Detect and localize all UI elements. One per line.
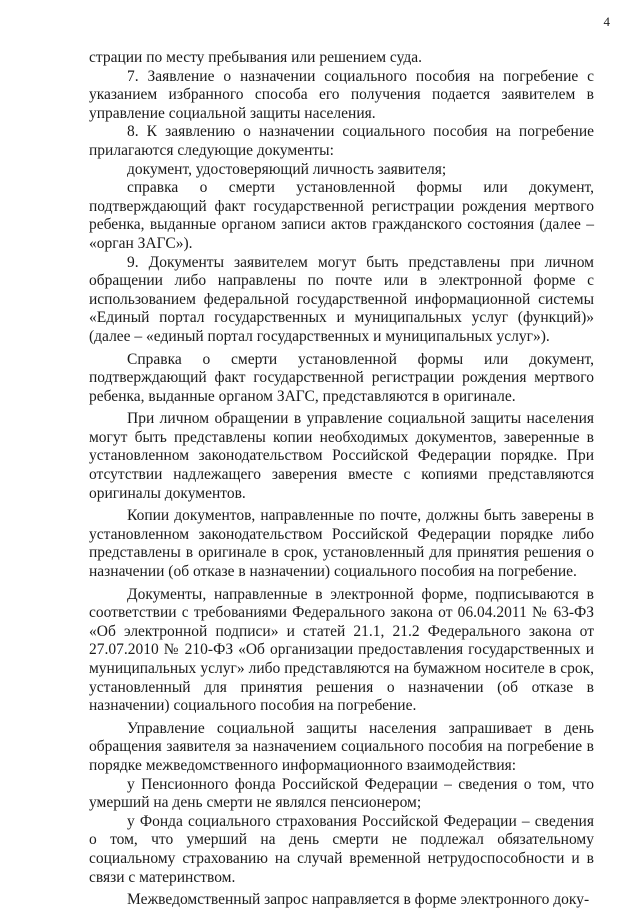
paragraph-personal-visit: При личном обращении в управление социальной защиты населения могут быть представлены копии необходимых документов, заверенные в установленном законодательством Российской Федерации порядке. При отсутствии надлежащего заверения вместе с копиями представляются оригиналы документов. [89,410,594,502]
paragraph-doc-death-certificate: справка о смерти установленной формы или документ, подтверждающий факт государственной регистрации рождения мертвого ребенка, выданные органом записи актов гражданского состояния (далее – «орган ЗАГС»). [89,179,594,252]
paragraph-item-9: 9. Документы заявителем могут быть представлены при личном обращении либо направлены по почте или в электронной форме с использованием федеральной государственной информационной системы «Единый портал государственных и муниципальных услуг (функций)» (далее – «единый портал государственных и муниципальных услуг»). [89,253,594,345]
document-body [89,49,594,910]
paragraph-originals: Справка о смерти установленной формы или документ, подтверждающий факт государственной регистрации рождения мертвого ребенка, выданные органом ЗАГС, представляются в оригинале. [89,350,594,405]
paragraph-pension-fund: у Пенсионного фонда Российской Федерации – сведения о том, что умерший на день смерти не являлся пенсионером; [89,775,594,812]
paragraph-interagency-request: Управление социальной защиты населения запрашивает в день обращения заявителя за назначением социального пособия на погребение в порядке межведомственного информационного взаимодействия: [89,719,594,774]
page-number: 4 [603,14,610,29]
paragraph-electronic-docs: Документы, направленные в электронной форме, подписываются в соответствии с требованиями Федерального закона от 06.04.2011 № 63-ФЗ «Об электронной подписи» и статей 21.1, 21.2 Федерального закона от 27.07.2010 № 210-ФЗ «Об организации предоставления государственных и муниципальных услуг» либо представляются на бумажном носителе в срок, установленный для принятия решения о назначении (об отказе в назначении) социального пособия на погребение. [89,585,594,715]
paragraph-postal-copies: Копии документов, направленные по почте, должны быть заверены в установленном законодательством Российской Федерации порядке либо представлены в оригинале в срок, установленный для принятия решения о назначении (об отказе в назначении) социального пособия на погребение. [89,507,594,581]
paragraph-continuation: страции по месту пребывания или решением суда. [89,49,423,66]
paragraph-doc-identity: документ, удостоверяющий личность заявителя; [127,160,447,178]
paragraph-request-form: Межведомственный запрос направляется в форме электронного доку- [127,891,590,909]
paragraph-item-8: 8. К заявлению о назначении социального пособия на погребение прилагаются следующие документы: [89,123,594,159]
paragraph-social-insurance-fund: у Фонда социального страхования Российской Федерации – сведения о том, что умерший на день смерти не подлежал обязательному социальному страхованию на случай временной нетрудоспособности и в связи с материнством. [89,812,594,886]
paragraph-item-7: 7. Заявление о назначении социального пособия на погребение с указанием избранного способа его получения подается заявителем в управление социальной защиты населения. [89,67,594,122]
